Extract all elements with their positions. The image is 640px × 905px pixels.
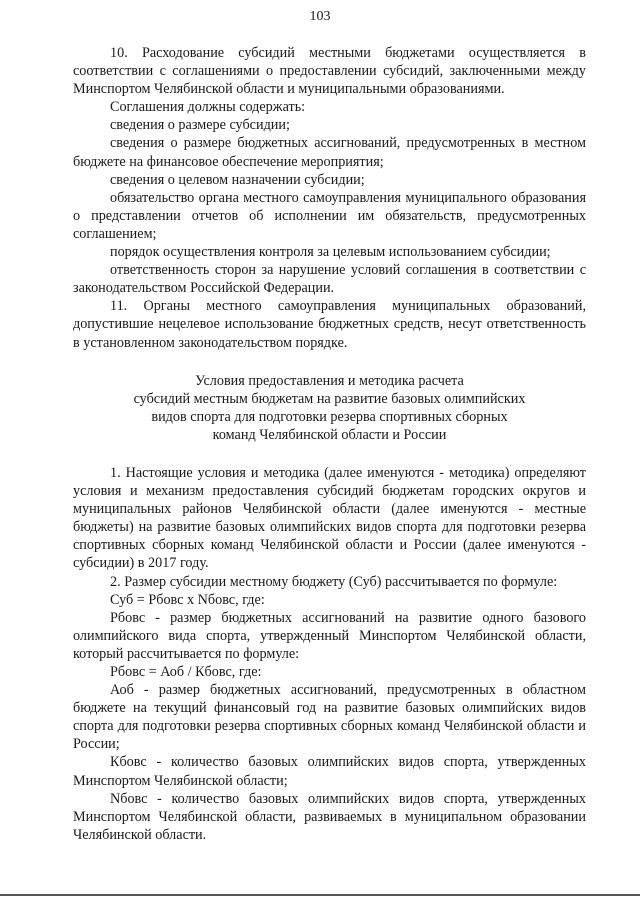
methodology-paragraph-1: 1. Настоящие условия и методика (далее именуются - методика) определяют условия и механизм предоставления субсидий бюджетам городских округов и муниципальных районов Челябинской области (далее именуются - местные бюджеты) на развитие базовых олимпийских видов спорта для подготовки резерва спортивных сборных команд Челябинской области и России (далее именуются - субсидии) в 2017 году. bbox=[73, 464, 586, 572]
paragraph-10: 10. Расходование субсидий местными бюджетами осуществляется в соответствии с соглашениями о предоставлении субсидий, заключенными между Минспортом Челябинской области и муниципальными образованиями. bbox=[73, 45, 586, 98]
definition-kbovs: Кбовс - количество базовых олимпийских видов спорта, утвержденных Минспортом Челябинской области; bbox=[73, 754, 586, 789]
agreement-item-liability: ответственность сторон за нарушение условий соглашения в соответствии с законодательством Российской Федерации. bbox=[73, 262, 586, 297]
paragraph-11: 11. Органы местного самоуправления муниципальных образований, допустившие нецелевое использование бюджетных средств, несут ответственность в установленном законодательством порядке. bbox=[73, 298, 586, 351]
heading-line-2: субсидий местным бюджетам на развитие базовых олимпийских bbox=[133, 390, 526, 407]
page-body bbox=[73, 44, 586, 844]
agreement-item-control-procedure: порядок осуществления контроля за целевым использованием субсидии; bbox=[110, 244, 551, 261]
methodology-paragraph-2: 2. Размер субсидии местному бюджету (Суб) рассчитывается по формуле: bbox=[110, 573, 558, 590]
agreement-item-reporting-obligation: обязательство органа местного самоуправления муниципального образования о представлении отчетов об исполнении им обязательств, предусмотренных соглашением; bbox=[73, 189, 586, 242]
page-number: 103 bbox=[309, 9, 331, 24]
definition-rbovs: Рбовс - размер бюджетных ассигнований на развитие одного базового олимпийского вида спорта, утвержденный Минспортом Челябинской области, который рассчитывается по формуле: bbox=[73, 609, 586, 662]
heading-line-1: Условия предоставления и методика расчета bbox=[195, 372, 464, 389]
heading-line-3: видов спорта для подготовки резерва спортивных сборных bbox=[151, 408, 508, 425]
heading-line-4: команд Челябинской области и России bbox=[212, 426, 447, 443]
definition-aob: Аоб - размер бюджетных ассигнований, предусмотренных в областном бюджете на текущий финансовый год на развитие базовых олимпийских видов спорта для подготовки резерва спортивных сборных команд Челябинской области и России; bbox=[73, 682, 586, 753]
definition-nbovs: Nбовс - количество базовых олимпийских видов спорта, утвержденных Минспортом Челябинской области, развиваемых в муниципальном образовании Челябинской области. bbox=[73, 790, 586, 843]
scan-edge-line bbox=[0, 894, 640, 896]
agreement-item-purpose: сведения о целевом назначении субсидии; bbox=[110, 171, 365, 188]
agreement-item-subsidy-size: сведения о размере субсидии; bbox=[110, 117, 290, 134]
section-methodology bbox=[73, 464, 586, 844]
section-spending-rules bbox=[73, 44, 586, 352]
section-heading bbox=[73, 372, 586, 444]
paragraph-agreements-intro: Соглашения должны содержать: bbox=[110, 99, 306, 116]
agreement-item-budget-allocations: сведения о размере бюджетных ассигнований, предусмотренных в местном бюджете на финансовое обеспечение мероприятия; bbox=[73, 135, 586, 170]
formula-subsidy: Суб = Рбовс х Nбовс, где: bbox=[110, 591, 265, 608]
formula-rbovs: Рбовс = Аоб / Кбовс, где: bbox=[110, 664, 262, 680]
